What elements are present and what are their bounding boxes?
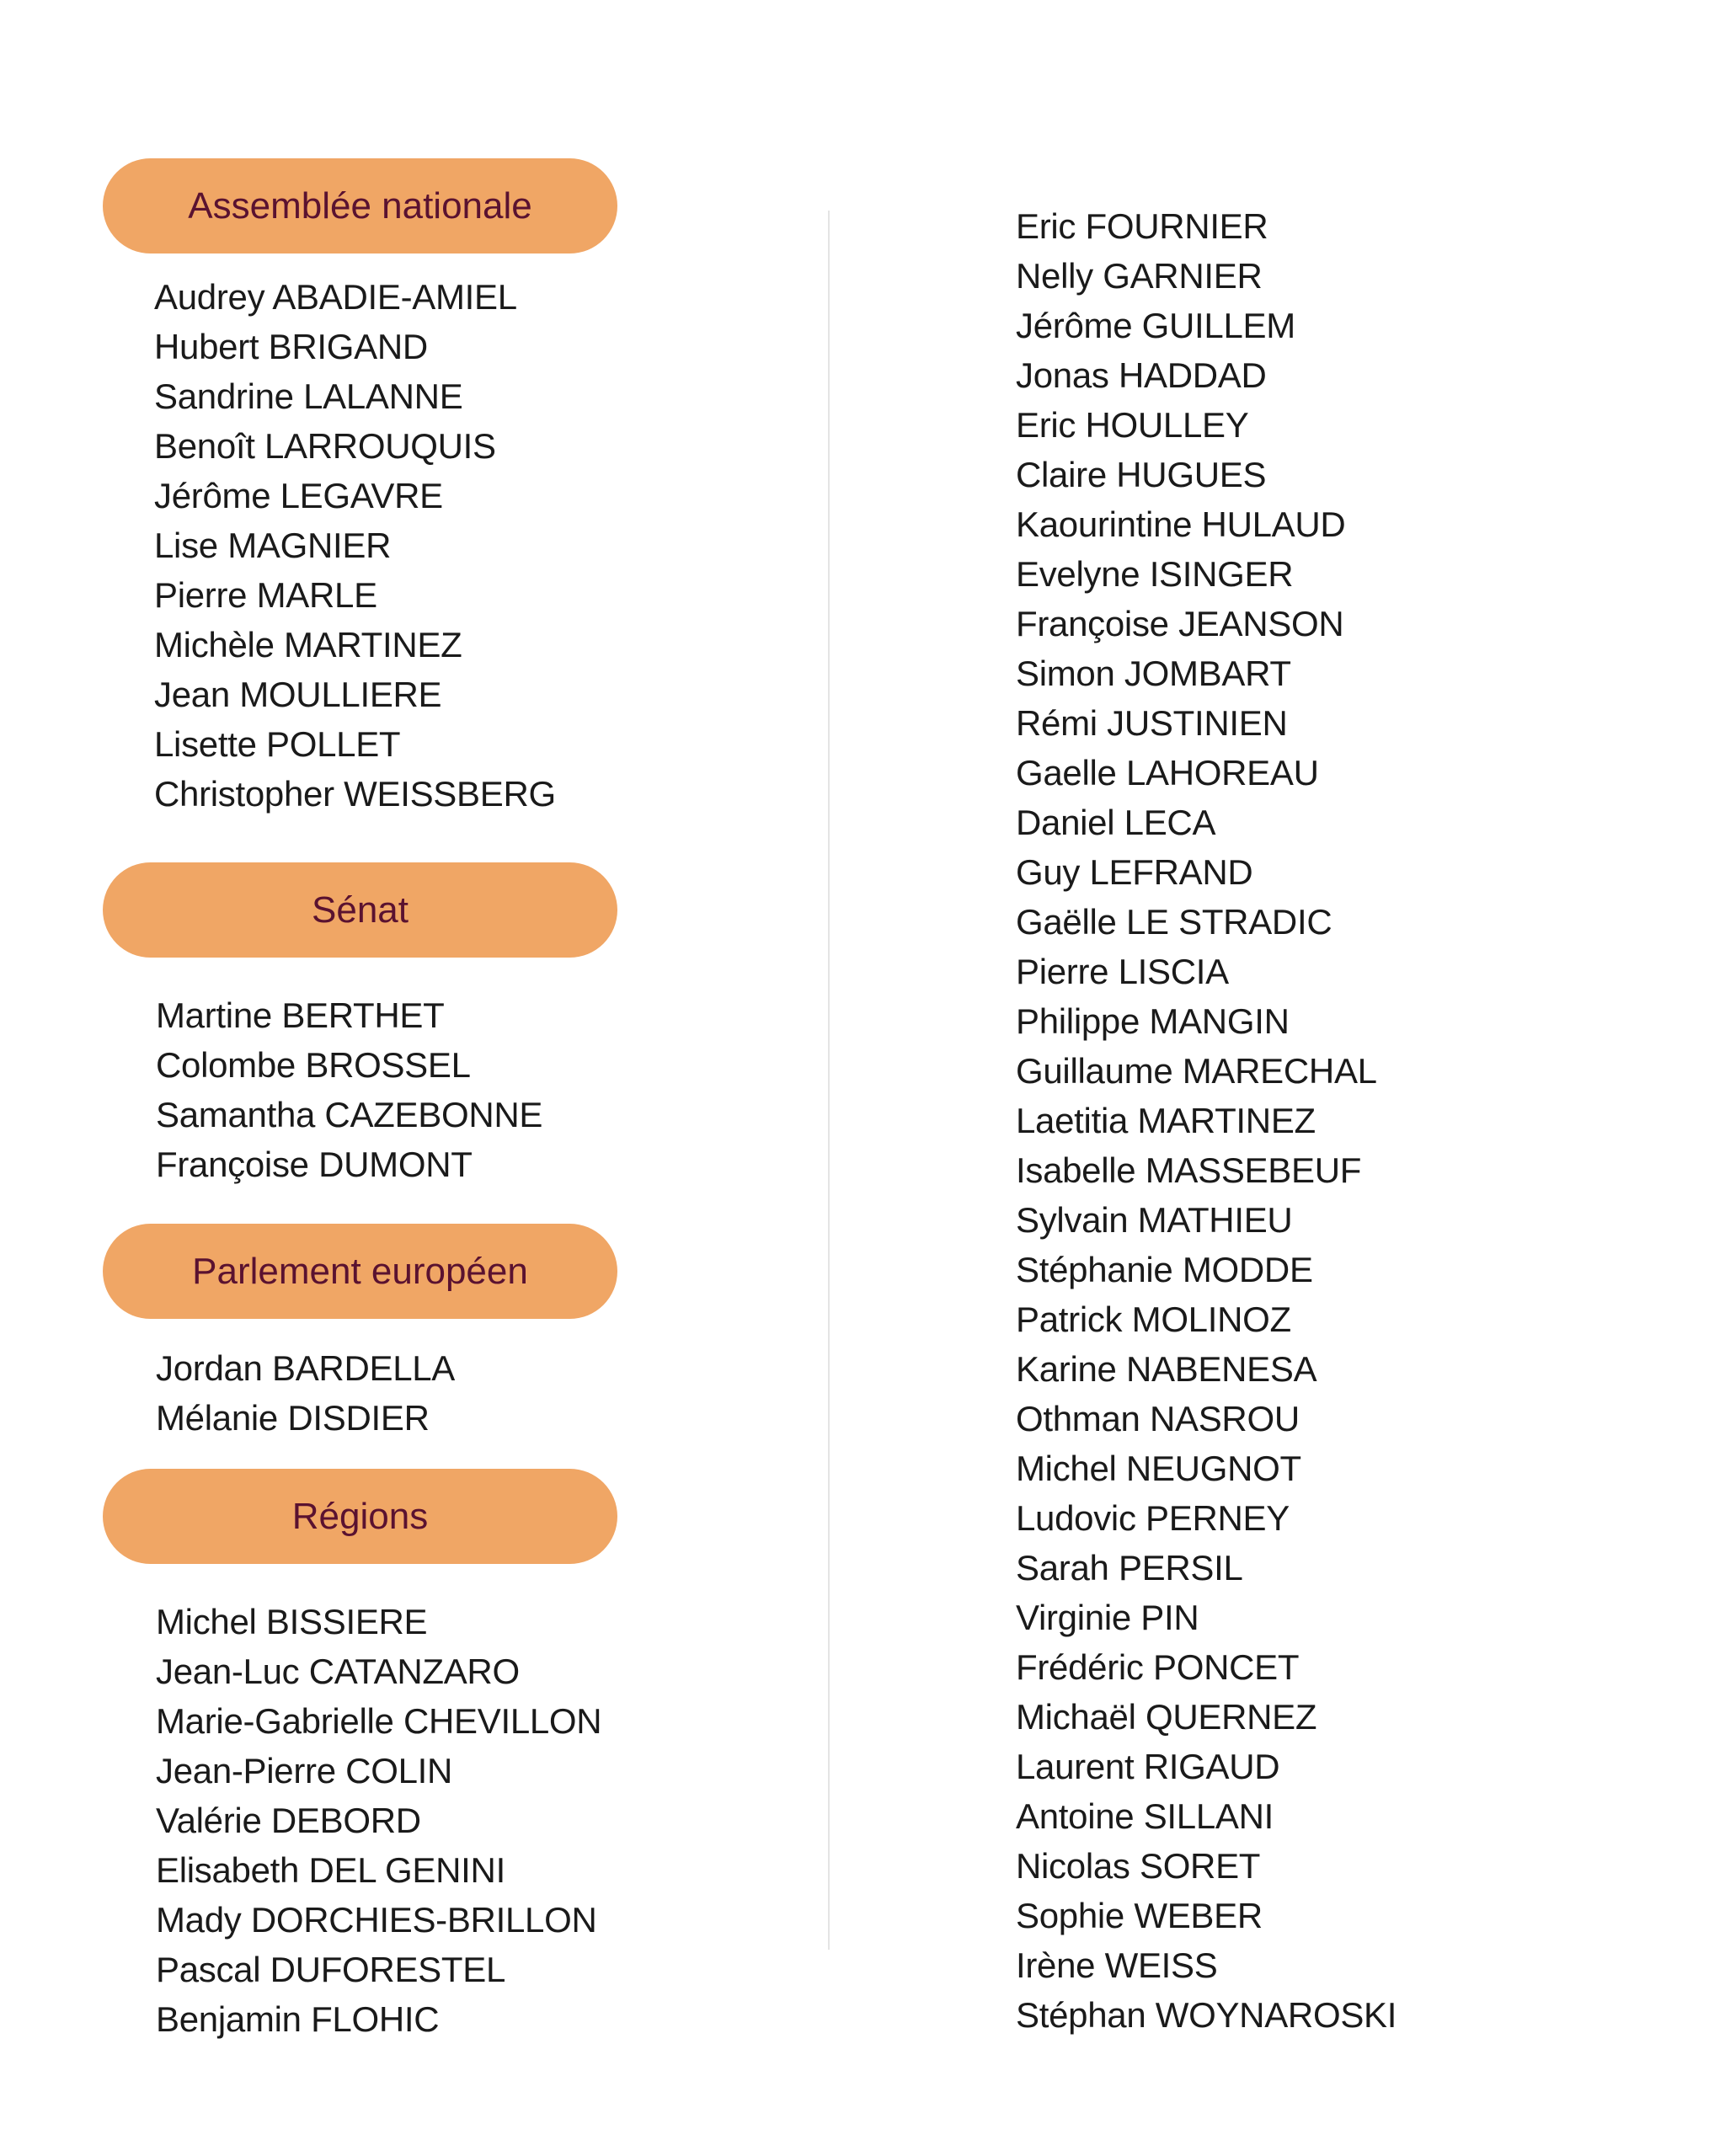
- list-item: Jordan BARDELLA: [156, 1348, 456, 1388]
- list-item: Hubert BRIGAND: [154, 327, 428, 366]
- list-item: Benoît LARROUQUIS: [154, 426, 496, 466]
- list-item: Marie-Gabrielle CHEVILLON: [156, 1701, 602, 1741]
- list-item: Stéphan WOYNAROSKI: [1016, 1995, 1397, 2035]
- list-item: Othman NASROU: [1016, 1399, 1300, 1438]
- senat-name-list: [156, 990, 542, 1189]
- parlement-europeen-name-list: [156, 1343, 455, 1443]
- list-item: Daniel LECA: [1016, 803, 1216, 842]
- regions-name-list: [156, 1597, 601, 2044]
- list-item: Sandrine LALANNE: [154, 376, 463, 416]
- list-item: Pascal DUFORESTEL: [156, 1950, 506, 1989]
- list-item: Gaelle LAHOREAU: [1016, 753, 1319, 792]
- list-item: Philippe MANGIN: [1016, 1001, 1290, 1041]
- list-item: Gaëlle LE STRADIC: [1016, 902, 1332, 942]
- list-item: Jean-Pierre COLIN: [156, 1751, 453, 1790]
- list-item: Karine NABENESA: [1016, 1349, 1317, 1389]
- section-heading-label: Assemblée nationale: [188, 184, 532, 227]
- list-item: Martine BERTHET: [156, 995, 445, 1035]
- list-item: Rémi JUSTINIEN: [1016, 703, 1288, 743]
- list-item: Lise MAGNIER: [154, 526, 392, 565]
- list-item: Jérôme LEGAVRE: [154, 476, 443, 515]
- regions-continued-name-list: [1016, 201, 1397, 2040]
- list-item: Guy LEFRAND: [1016, 852, 1253, 892]
- section-heading-label: Sénat: [312, 889, 409, 931]
- list-item: Guillaume MARECHAL: [1016, 1051, 1377, 1091]
- list-item: Laetitia MARTINEZ: [1016, 1101, 1316, 1140]
- list-item: Jonas HADDAD: [1016, 355, 1267, 395]
- list-item: Michel NEUGNOT: [1016, 1449, 1301, 1488]
- list-item: Audrey ABADIE-AMIEL: [154, 277, 517, 317]
- list-item: Sylvain MATHIEU: [1016, 1200, 1293, 1240]
- list-item: Benjamin FLOHIC: [156, 1999, 440, 2039]
- list-item: Jean-Luc CATANZARO: [156, 1652, 520, 1691]
- list-item: Eric FOURNIER: [1016, 206, 1268, 246]
- list-item: Sarah PERSIL: [1016, 1548, 1243, 1588]
- list-item: Kaourintine HULAUD: [1016, 504, 1346, 544]
- list-item: Françoise DUMONT: [156, 1145, 473, 1184]
- list-item: Michaël QUERNEZ: [1016, 1697, 1317, 1737]
- list-item: Patrick MOLINOZ: [1016, 1299, 1291, 1339]
- list-item: Mady DORCHIES-BRILLON: [156, 1900, 597, 1940]
- list-item: Mélanie DISDIER: [156, 1398, 430, 1438]
- section-heading-assemblee-nationale: [103, 158, 617, 253]
- list-item: Antoine SILLANI: [1016, 1796, 1274, 1836]
- list-item: Nelly GARNIER: [1016, 256, 1263, 296]
- list-item: Nicolas SORET: [1016, 1846, 1261, 1886]
- list-item: Ludovic PERNEY: [1016, 1498, 1290, 1538]
- list-item: Evelyne ISINGER: [1016, 554, 1294, 594]
- list-item: Laurent RIGAUD: [1016, 1747, 1280, 1786]
- list-item: Claire HUGUES: [1016, 455, 1267, 494]
- list-item: Irène WEISS: [1016, 1945, 1218, 1985]
- list-item: Jérôme GUILLEM: [1016, 306, 1295, 345]
- list-item: Michèle MARTINEZ: [154, 625, 462, 664]
- list-item: Christopher WEISSBERG: [154, 774, 556, 814]
- section-heading-regions: [103, 1469, 617, 1564]
- list-item: Pierre LISCIA: [1016, 952, 1229, 991]
- list-item: Isabelle MASSEBEUF: [1016, 1150, 1362, 1190]
- section-heading-label: Régions: [291, 1495, 429, 1537]
- list-item: Lisette POLLET: [154, 724, 401, 764]
- assemblee-name-list: [154, 272, 556, 819]
- list-item: Samantha CAZEBONNE: [156, 1095, 543, 1134]
- list-item: Stéphanie MODDE: [1016, 1250, 1313, 1289]
- list-item: Pierre MARLE: [154, 575, 377, 615]
- list-item: Françoise JEANSON: [1016, 604, 1344, 643]
- list-item: Simon JOMBART: [1016, 654, 1291, 693]
- list-item: Frédéric PONCET: [1016, 1647, 1300, 1687]
- list-item: Valérie DEBORD: [156, 1801, 421, 1840]
- section-heading-parlement-europeen: [103, 1224, 617, 1319]
- section-heading-label: Parlement européen: [192, 1250, 528, 1292]
- list-item: Sophie WEBER: [1016, 1896, 1263, 1935]
- list-item: Colombe BROSSEL: [156, 1045, 471, 1085]
- section-heading-senat: [103, 862, 617, 958]
- list-item: Elisabeth DEL GENINI: [156, 1850, 505, 1890]
- list-item: Jean MOULLIERE: [154, 675, 442, 714]
- list-item: Eric HOULLEY: [1016, 405, 1249, 445]
- list-item: Michel BISSIERE: [156, 1602, 428, 1641]
- list-item: Virginie PIN: [1016, 1598, 1199, 1637]
- column-divider: [828, 211, 830, 1950]
